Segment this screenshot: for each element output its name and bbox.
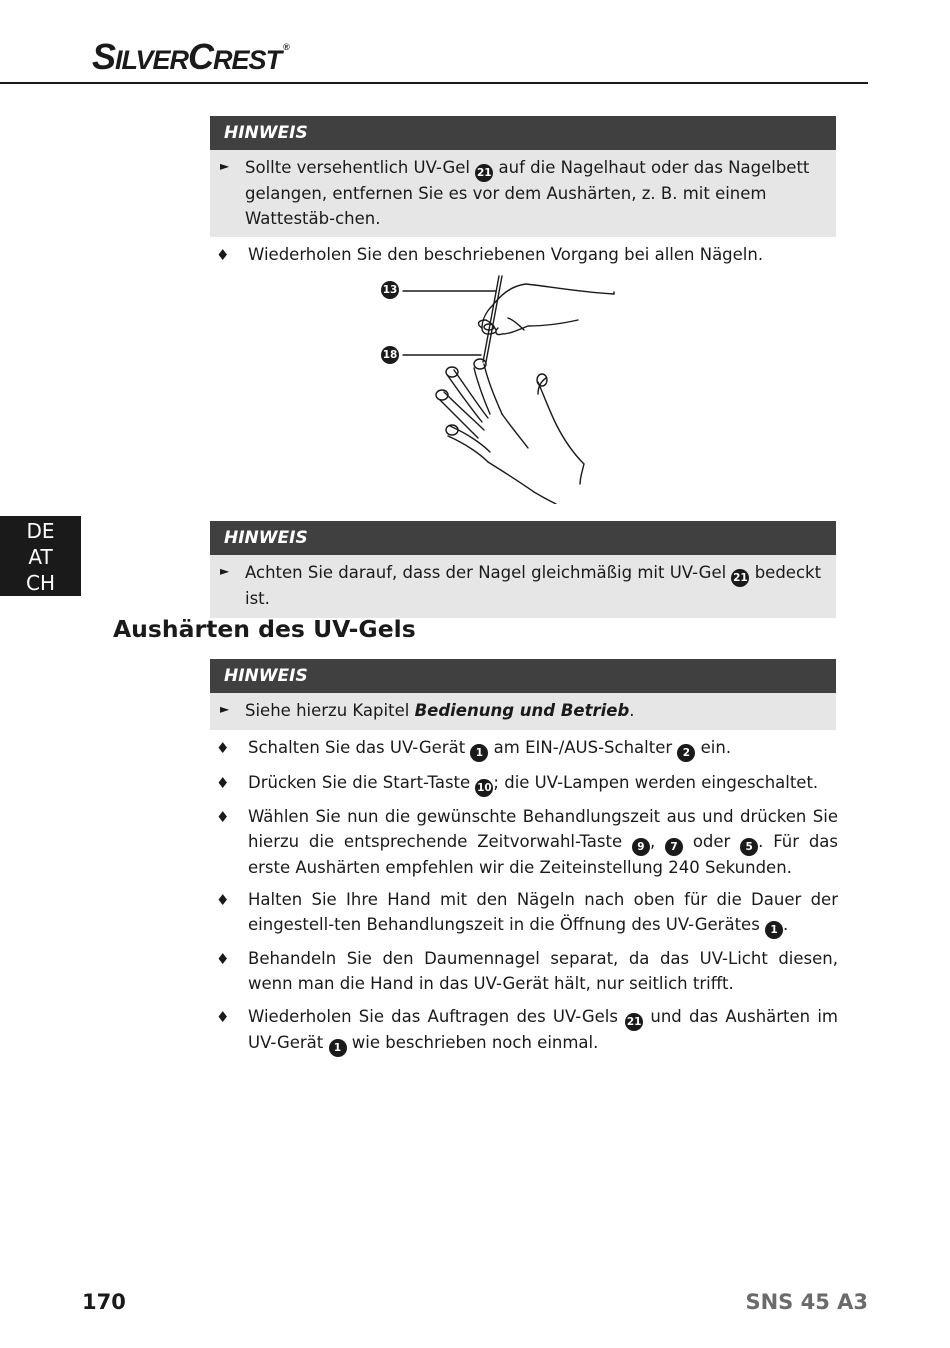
note-text: Sollte versehentlich UV-Gel bbox=[245, 158, 471, 177]
note-body bbox=[210, 693, 836, 730]
note-text: Siehe hierzu Kapitel bbox=[245, 701, 410, 720]
ref-number: 1 bbox=[470, 744, 488, 762]
note-text: . bbox=[629, 701, 635, 720]
language-tab bbox=[0, 516, 81, 596]
bullet-item: ♦ Halten Sie Ihre Hand mit den Nägeln nach oben für die Dauer der eingestell-ten Behandlungszeit in die Öffnung des UV-Gerätes 1 . bbox=[216, 888, 838, 939]
model-number: SNS 45 A3 bbox=[745, 1290, 868, 1314]
page-number: 170 bbox=[82, 1290, 126, 1314]
hand-illustration bbox=[378, 272, 618, 504]
bullet-item: ♦ Wählen Sie nun die gewünschte Behandlungszeit aus und drücken Sie hierzu die entsprechende Zeitvorwahl-Taste 9 , 7 oder 5 . Für das erste Aushärten empfehlen wir die Zeiteinstellung 240 Sekunden. bbox=[216, 807, 839, 877]
bullet-item: ♦ Drücken Sie die Start-Taste 10 ; die UV-Lampen werden eingeschaltet. bbox=[216, 771, 838, 797]
bullet-item: ♦ Behandeln Sie den Daumennagel separat, da das UV-Licht diesen, wenn man die Hand in das UV-Gerät hält, nur seitlich trifft. bbox=[216, 949, 838, 993]
note-box-3 bbox=[210, 659, 836, 730]
note-title: HINWEIS bbox=[210, 521, 836, 555]
diamond-bullet-icon: ♦ bbox=[216, 808, 230, 826]
ref-number: 2 bbox=[677, 744, 695, 762]
diamond-bullet-icon: ♦ bbox=[216, 891, 230, 909]
ref-number: 21 bbox=[475, 164, 493, 182]
ref-number: 9 bbox=[632, 838, 650, 856]
arrow-icon: ► bbox=[220, 564, 230, 578]
chapter-reference: Bedienung und Betrieb bbox=[414, 701, 630, 720]
note-body bbox=[210, 555, 836, 618]
ref-number: 21 bbox=[731, 569, 749, 587]
language-de: DE bbox=[26, 519, 55, 543]
note-text: Achten Sie darauf, dass der Nagel gleichmäßig mit UV-Gel bbox=[245, 563, 727, 582]
ref-number: 21 bbox=[625, 1013, 643, 1031]
ref-number: 7 bbox=[665, 838, 683, 856]
bullet-item: ♦ Wiederholen Sie das Auftragen des UV-Gels 21 und das Aushärten im UV-Gerät 1 wie beschrieben noch einmal. bbox=[216, 1005, 838, 1057]
diamond-bullet-icon: ♦ bbox=[216, 246, 230, 264]
diamond-bullet-icon: ♦ bbox=[216, 1008, 230, 1026]
bullet-text: Wiederholen Sie den beschriebenen Vorgang bei allen Nägeln. bbox=[248, 245, 764, 264]
note-body bbox=[210, 150, 836, 237]
bullet-item: ♦ Schalten Sie das UV-Gerät 1 am EIN-/AUS-Schalter 2 ein. bbox=[216, 736, 838, 762]
ref-number: 18 bbox=[381, 346, 399, 364]
language-at: AT bbox=[28, 545, 53, 569]
diamond-bullet-icon: ♦ bbox=[216, 950, 230, 968]
note-title: HINWEIS bbox=[210, 116, 836, 150]
note-text: auf die Nagelhaut oder das Nagelbett gelangen, entfernen Sie es vor dem Aushärten, z. B. mit einem Wattestäb-chen. bbox=[245, 158, 810, 228]
ref-number: 5 bbox=[740, 838, 758, 856]
ref-number: 1 bbox=[765, 921, 783, 939]
note-text: bedeckt ist. bbox=[245, 563, 822, 608]
arrow-icon: ► bbox=[220, 702, 230, 716]
ref-number: 10 bbox=[475, 779, 493, 797]
header-rule bbox=[0, 82, 868, 84]
bullet-item bbox=[216, 243, 838, 268]
ref-number: 13 bbox=[381, 281, 399, 299]
language-ch: CH bbox=[25, 571, 55, 595]
diamond-bullet-icon: ♦ bbox=[216, 739, 230, 757]
section-heading: Aushärten des UV-Gels bbox=[113, 615, 416, 643]
note-box-1 bbox=[210, 116, 836, 237]
note-box-2 bbox=[210, 521, 836, 618]
note-title: HINWEIS bbox=[210, 659, 836, 693]
arrow-icon: ► bbox=[220, 159, 230, 173]
brand-logo: SILVERCREST ® bbox=[92, 36, 289, 77]
diamond-bullet-icon: ♦ bbox=[216, 774, 230, 792]
ref-number: 1 bbox=[329, 1039, 347, 1057]
